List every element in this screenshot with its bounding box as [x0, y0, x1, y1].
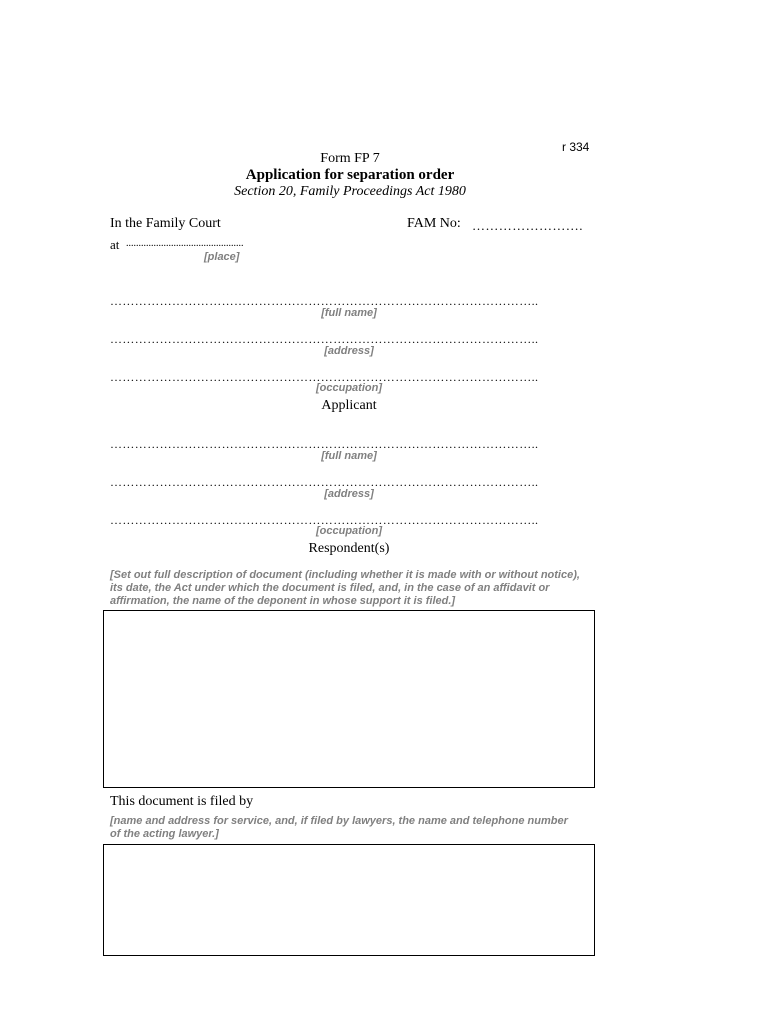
form-number: Form FP 7 — [320, 151, 380, 166]
applicant-full-name-field[interactable]: ………………………………………………………………………………………….. — [110, 294, 539, 308]
applicant-address-field[interactable]: ………………………………………………………………………………………….. — [110, 332, 539, 346]
respondent-address-field[interactable]: ………………………………………………………………………………………….. — [110, 475, 539, 489]
applicant-occupation-field[interactable]: ………………………………………………………………………………………….. — [110, 370, 539, 384]
respondent-full-name-label: [full name] — [321, 450, 377, 462]
place-field[interactable]: ............................................... — [126, 238, 244, 249]
respondent-address-label: [address] — [324, 488, 374, 500]
respondent-full-name-field[interactable]: ………………………………………………………………………………………….. — [110, 437, 539, 451]
applicant-role: Applicant — [321, 398, 377, 413]
filed-by-box[interactable] — [103, 844, 595, 956]
rule-reference: r 334 — [562, 140, 590, 154]
at-label: at — [110, 237, 120, 252]
filed-by-label: This document is filed by — [110, 794, 254, 809]
document-description-box[interactable] — [103, 610, 595, 788]
applicant-occupation-label: [occupation] — [316, 382, 382, 394]
court-label: In the Family Court — [110, 216, 221, 231]
fam-no-field[interactable]: ……………………. — [472, 218, 583, 233]
form-title: Application for separation order — [245, 167, 455, 183]
respondent-occupation-label: [occupation] — [316, 525, 382, 537]
fam-no-label: FAM No: — [407, 216, 461, 231]
respondent-occupation-field[interactable]: ………………………………………………………………………………………….. — [110, 513, 539, 527]
form-subtitle: Section 20, Family Proceedings Act 1980 — [234, 184, 466, 199]
place-label: [place] — [204, 251, 240, 263]
document-description-instruction: [Set out full description of document (including whether it is made with or without notice), its date, the Act under which the document is filed, and, in the case of an affidavit or affirmation, the name of the deponent in whose support it is filed.] — [110, 569, 580, 607]
applicant-address-label: [address] — [324, 345, 374, 357]
filed-by-instruction: [name and address for service, and, if filed by lawyers, the name and telephone number of the acting lawyer.] — [110, 815, 568, 840]
applicant-full-name-label: [full name] — [321, 307, 377, 319]
respondent-role: Respondent(s) — [308, 541, 390, 556]
